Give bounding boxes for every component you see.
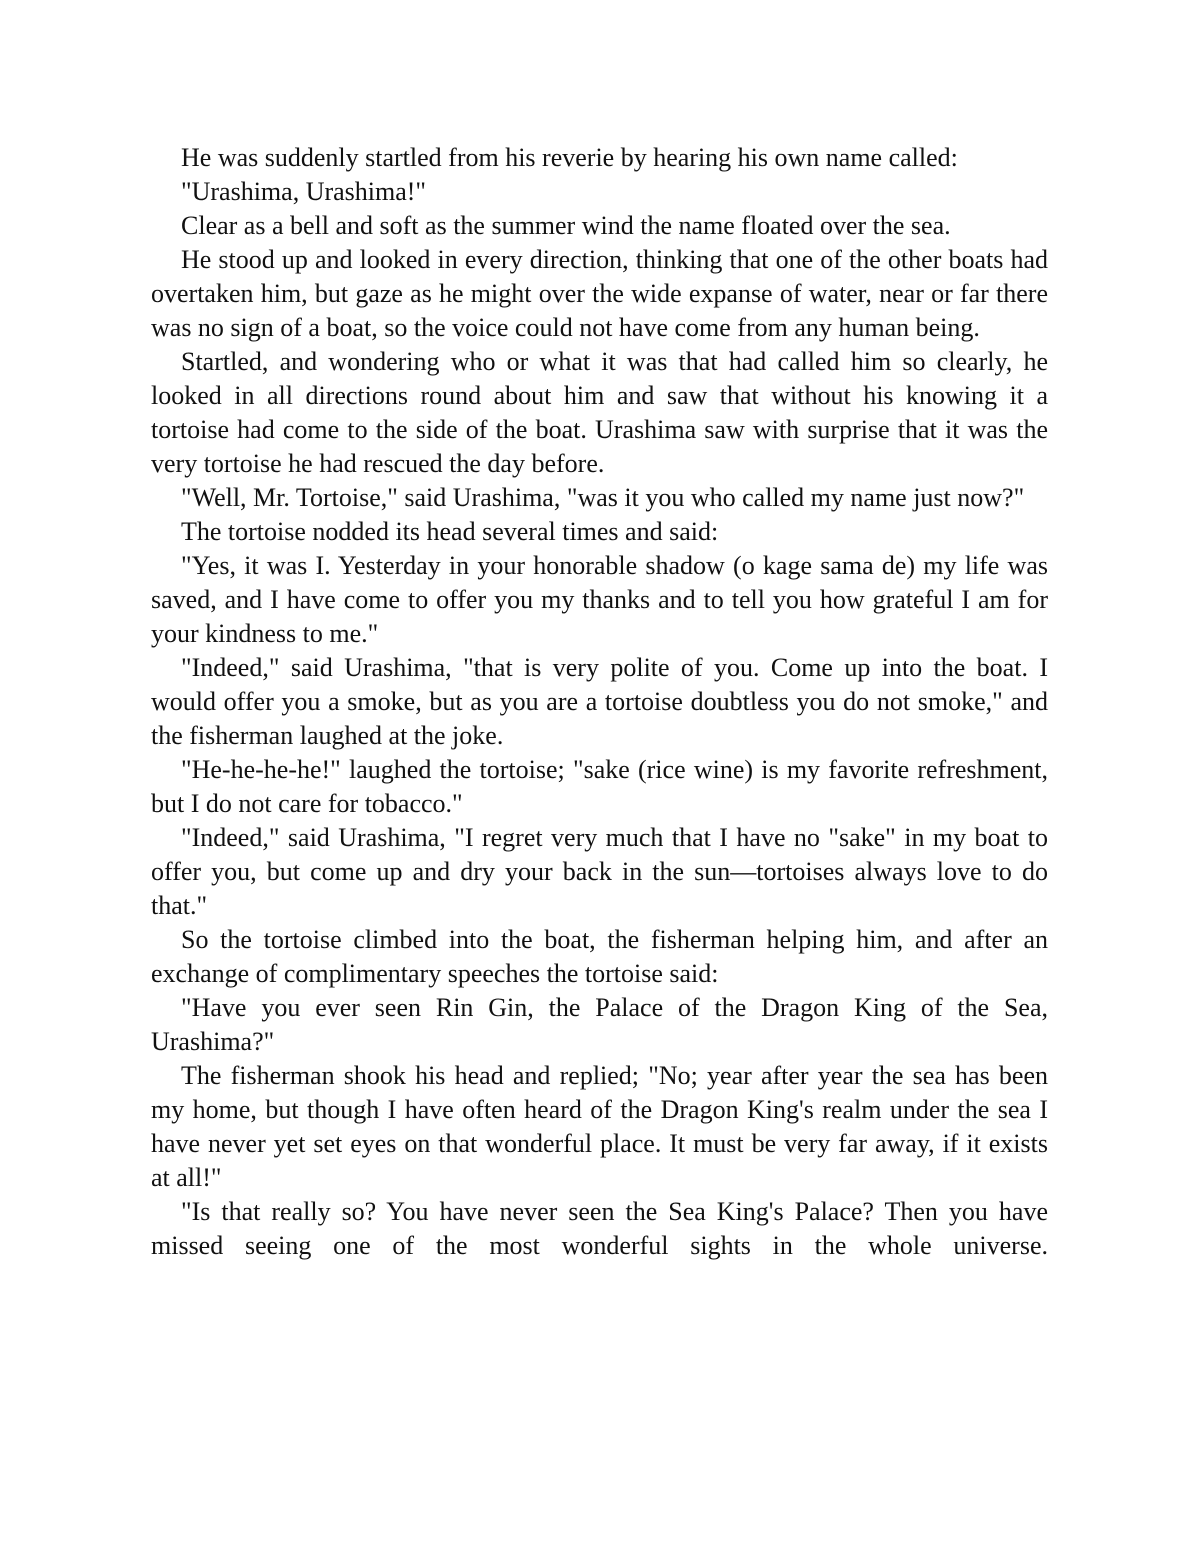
paragraph-7: The tortoise nodded its head several times and said: [181, 517, 719, 546]
paragraph-3: Clear as a bell and soft as the summer wind the name floated over the sea. [181, 211, 951, 240]
paragraph-1: He was suddenly startled from his reverie by hearing his own name called: [181, 143, 958, 172]
paragraph-11: "Indeed," said Urashima, "I regret very much that I have no "sake" in my boat to offer you, but come up and dry your back in the sun—tortoises always love to do that." [151, 823, 1048, 920]
document-page [151, 141, 1048, 1263]
paragraph-2: "Urashima, Urashima!" [181, 177, 427, 206]
paragraph-14: The fisherman shook his head and replied; "No; year after year the sea has been my home, but though I have often heard of the Dragon King's realm under the sea I have never yet set eyes on that wonderful place. It must be very far away, if it exists at all!" [151, 1061, 1048, 1192]
paragraph-9: "Indeed," said Urashima, "that is very polite of you. Come up into the boat. I would offer you a smoke, but as you are a tortoise doubtless you do not smoke," and the fisherman laughed at the joke. [151, 653, 1048, 750]
paragraph-10: "He-he-he-he!" laughed the tortoise; "sake (rice wine) is my favorite refreshment, but I do not care for tobacco." [151, 755, 1048, 818]
paragraph-13: "Have you ever seen Rin Gin, the Palace of the Dragon King of the Sea, Urashima?" [151, 993, 1048, 1056]
paragraph-6: "Well, Mr. Tortoise," said Urashima, "was it you who called my name just now?" [181, 483, 1025, 512]
paragraph-5: Startled, and wondering who or what it was that had called him so clearly, he looked in all directions round about him and saw that without his knowing it a tortoise had come to the side of the boat. Urashima saw with surprise that it was the very tortoise he had rescued the day before. [151, 347, 1048, 478]
paragraph-12: So the tortoise climbed into the boat, the fisherman helping him, and after an exchange of complimentary speeches the tortoise said: [151, 925, 1048, 988]
paragraph-4: He stood up and looked in every direction, thinking that one of the other boats had overtaken him, but gaze as he might over the wide expanse of water, near or far there was no sign of a boat, so the voice could not have come from any human being. [151, 245, 1048, 342]
paragraph-8: "Yes, it was I. Yesterday in your honorable shadow (o kage sama de) my life was saved, and I have come to offer you my thanks and to tell you how grateful I am for your kindness to me." [151, 551, 1048, 648]
paragraph-15: "Is that really so? You have never seen the Sea King's Palace? Then you have missed seeing one of the most wonderful sights in the whole universe. [151, 1197, 1048, 1260]
